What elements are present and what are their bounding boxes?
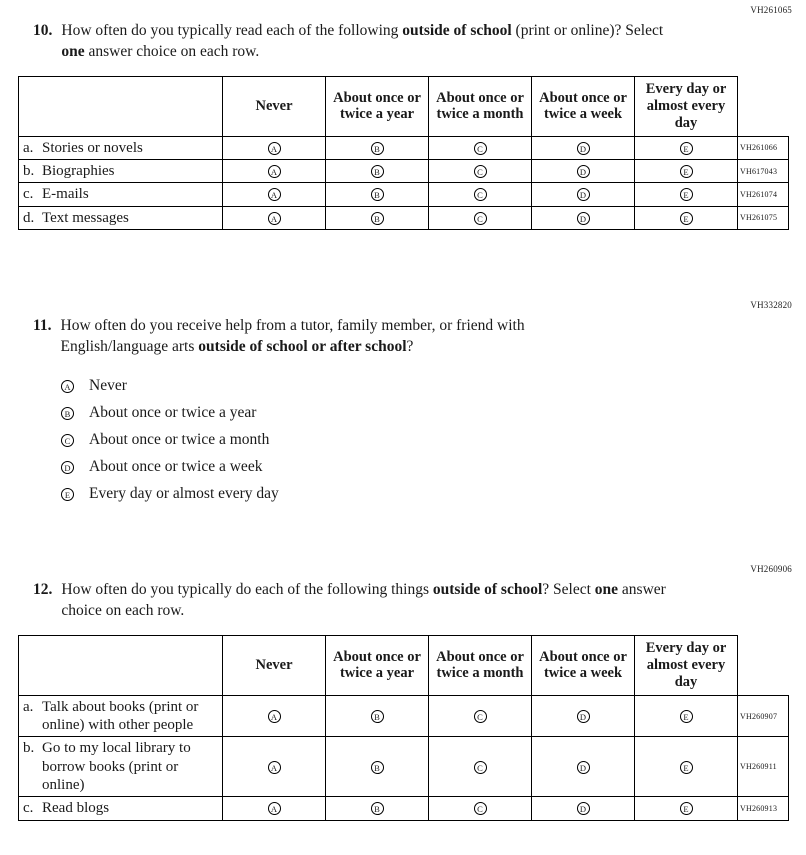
answer-cell: [635, 695, 738, 737]
q10-text-bold1: outside of school: [402, 22, 512, 39]
answer-cell: [635, 160, 738, 183]
table-row-q10-b: [19, 160, 789, 183]
q12-header-everyday: Every day or almost every day: [635, 635, 738, 695]
q12-text-bold2: one: [594, 580, 619, 598]
option-label: About once or twice a month: [89, 431, 270, 449]
q12-header-row: [19, 635, 789, 695]
answer-cell: [326, 160, 429, 183]
answer-cell: [326, 136, 429, 159]
answer-cell: [532, 136, 635, 159]
q12-header-week: About once or twice a week: [532, 635, 635, 695]
q12-text-bold1: outside of school: [432, 580, 543, 598]
q12-header-empty: [19, 635, 223, 695]
q10-text-part2: (print or online)? Select: [511, 22, 664, 39]
question-12-text: [61, 580, 679, 622]
answer-cell: [532, 206, 635, 229]
choice-bubble-d[interactable]: D: [61, 461, 74, 474]
row-label: [19, 695, 223, 737]
table-row-q12-a: [19, 695, 789, 737]
row-text: E-mails: [42, 186, 89, 203]
q11-option-everyday[interactable]: [61, 481, 806, 508]
answer-cell: [635, 737, 738, 797]
choice-bubble-a[interactable]: A: [268, 212, 281, 225]
choice-bubble-a[interactable]: A: [268, 188, 281, 201]
row-code: VH261075: [738, 206, 789, 229]
answer-cell: [532, 160, 635, 183]
table-row-q10-d: [19, 206, 789, 229]
choice-bubble-c[interactable]: C: [61, 434, 74, 447]
q10-header-empty: [19, 76, 223, 136]
q10-header-code-spacer: [738, 76, 789, 136]
answer-cell: [326, 695, 429, 737]
row-label: [19, 136, 223, 159]
question-11: [33, 316, 806, 358]
answer-cell: [326, 797, 429, 820]
q11-option-month[interactable]: [61, 427, 806, 454]
q12-header-code-spacer: [738, 635, 789, 695]
row-letter: d.: [23, 209, 35, 226]
choice-bubble-d[interactable]: D: [577, 142, 590, 155]
row-code: VH617043: [738, 160, 789, 183]
answer-cell: [532, 737, 635, 797]
q11-option-week[interactable]: [61, 454, 806, 481]
row-label: [19, 183, 223, 206]
choice-bubble-b[interactable]: B: [371, 761, 384, 774]
option-label: About once or twice a week: [89, 458, 263, 476]
choice-bubble-b[interactable]: B: [371, 710, 384, 723]
answer-cell: [429, 737, 532, 797]
q10-header-month: About once or twice a month: [429, 76, 532, 136]
q12-text-part1: How often do you typically do each of the following things: [61, 580, 433, 598]
q12-text-part3: answer choice on each row.: [61, 580, 666, 619]
choice-bubble-a[interactable]: A: [268, 761, 281, 774]
answer-cell: [223, 206, 326, 229]
row-text: Stories or novels: [42, 139, 143, 156]
choice-bubble-e[interactable]: E: [680, 165, 693, 178]
choice-bubble-e[interactable]: E: [680, 761, 693, 774]
q12-header-year: About once or twice a year: [326, 635, 429, 695]
question-11-text: [61, 316, 606, 358]
q10-text-part1: How often do you typically read each of the following: [61, 22, 403, 39]
q10-header-never: Never: [223, 76, 326, 136]
answer-cell: [223, 797, 326, 820]
row-label: [19, 160, 223, 183]
q11-options: [61, 373, 806, 508]
row-label: [19, 797, 223, 820]
choice-bubble-a[interactable]: A: [268, 142, 281, 155]
answer-cell: [635, 797, 738, 820]
row-label: [19, 206, 223, 229]
choice-bubble-d[interactable]: D: [577, 802, 590, 815]
q10-header-row: [19, 76, 789, 136]
answer-cell: [326, 206, 429, 229]
q10-header-week: About once or twice a week: [532, 76, 635, 136]
choice-bubble-b[interactable]: B: [371, 188, 384, 201]
choice-bubble-d[interactable]: D: [577, 212, 590, 225]
answer-cell: [532, 797, 635, 820]
choice-bubble-d[interactable]: D: [577, 165, 590, 178]
option-label: About once or twice a year: [89, 404, 257, 422]
choice-bubble-b[interactable]: B: [371, 212, 384, 225]
choice-bubble-e[interactable]: E: [680, 710, 693, 723]
choice-bubble-d[interactable]: D: [577, 188, 590, 201]
q11-option-never[interactable]: [61, 373, 806, 400]
q10-header-year: About once or twice a year: [326, 76, 429, 136]
choice-bubble-c[interactable]: C: [474, 165, 487, 178]
table-row-q10-c: [19, 183, 789, 206]
row-text: Go to my local library to borrow books (print or online): [42, 740, 191, 793]
row-code: VH261074: [738, 183, 789, 206]
answer-cell: [223, 737, 326, 797]
row-label: [19, 737, 223, 797]
q10-text-part3: answer choice on each row.: [84, 42, 260, 60]
choice-bubble-e[interactable]: E: [680, 142, 693, 155]
choice-bubble-b[interactable]: B: [61, 407, 74, 420]
choice-bubble-c[interactable]: C: [474, 710, 487, 723]
choice-bubble-b[interactable]: B: [371, 142, 384, 155]
option-label: Never: [89, 377, 127, 395]
question-11-number: 11.: [33, 317, 52, 335]
answer-cell: [223, 160, 326, 183]
choice-bubble-b[interactable]: B: [371, 802, 384, 815]
choice-bubble-c[interactable]: C: [474, 142, 487, 155]
choice-bubble-a[interactable]: A: [61, 380, 74, 393]
answer-cell: [635, 206, 738, 229]
choice-bubble-d[interactable]: D: [577, 761, 590, 774]
choice-bubble-e[interactable]: E: [680, 212, 693, 225]
question-12-number: 12.: [33, 580, 53, 598]
row-code: VH260907: [738, 695, 789, 737]
row-code: VH261066: [738, 136, 789, 159]
row-letter: a.: [23, 698, 34, 715]
answer-cell: [223, 136, 326, 159]
row-text: Biographies: [42, 163, 115, 180]
q12-header-month: About once or twice a month: [429, 635, 532, 695]
choice-bubble-c[interactable]: C: [474, 761, 487, 774]
option-label: Every day or almost every day: [89, 485, 279, 503]
choice-bubble-d[interactable]: D: [577, 710, 590, 723]
answer-cell: [635, 183, 738, 206]
q11-text-part1: How often do you receive help from a tutor, family member, or friend with English/language arts: [60, 317, 525, 355]
row-letter: c.: [23, 800, 34, 817]
answer-cell: [429, 183, 532, 206]
choice-bubble-e[interactable]: E: [680, 802, 693, 815]
row-letter: b.: [23, 740, 35, 757]
q12-table: [18, 635, 789, 821]
answer-cell: [223, 183, 326, 206]
q10-header-everyday: Every day or almost every day: [635, 76, 738, 136]
table-row-q12-c: [19, 797, 789, 820]
answer-cell: [635, 136, 738, 159]
question-10-text: [61, 21, 669, 63]
row-letter: a.: [23, 139, 34, 156]
question-12: [33, 580, 806, 622]
choice-bubble-c[interactable]: C: [474, 188, 487, 201]
row-letter: b.: [23, 163, 35, 180]
answer-cell: [326, 183, 429, 206]
q11-text-part2: ?: [406, 337, 414, 355]
row-text: Talk about books (print or online) with other people: [42, 698, 199, 734]
q11-text-bold1: outside of school or after school: [198, 337, 407, 355]
row-text: Text messages: [42, 209, 129, 226]
answer-cell: [223, 695, 326, 737]
accession-code-q10: VH261065: [750, 5, 792, 15]
answer-cell: [429, 695, 532, 737]
table-row-q12-b: [19, 737, 789, 797]
accession-code-q11: VH332820: [750, 300, 792, 311]
answer-cell: [429, 797, 532, 820]
choice-bubble-e[interactable]: E: [61, 488, 74, 501]
row-text: Read blogs: [42, 800, 110, 817]
question-10-number: 10.: [33, 22, 53, 39]
choice-bubble-c[interactable]: C: [474, 212, 487, 225]
choice-bubble-a[interactable]: A: [268, 710, 281, 723]
q10-text-bold2: one: [61, 42, 85, 60]
choice-bubble-e[interactable]: E: [680, 188, 693, 201]
q11-option-year[interactable]: [61, 400, 806, 427]
choice-bubble-c[interactable]: C: [474, 802, 487, 815]
table-row-q10-a: [19, 136, 789, 159]
q12-header-never: Never: [223, 635, 326, 695]
choice-bubble-a[interactable]: A: [268, 802, 281, 815]
row-code: VH260913: [738, 797, 789, 820]
accession-code-q12: VH260906: [750, 563, 792, 574]
answer-cell: [532, 183, 635, 206]
q12-text-part2: ? Select: [542, 580, 595, 598]
question-10: [33, 21, 806, 63]
answer-cell: [429, 160, 532, 183]
row-letter: c.: [23, 186, 34, 203]
answer-cell: [532, 695, 635, 737]
answer-cell: [429, 136, 532, 159]
row-code: VH260911: [738, 737, 789, 797]
answer-cell: [326, 737, 429, 797]
choice-bubble-b[interactable]: B: [371, 165, 384, 178]
choice-bubble-a[interactable]: A: [268, 165, 281, 178]
q10-table: [18, 76, 789, 230]
answer-cell: [429, 206, 532, 229]
